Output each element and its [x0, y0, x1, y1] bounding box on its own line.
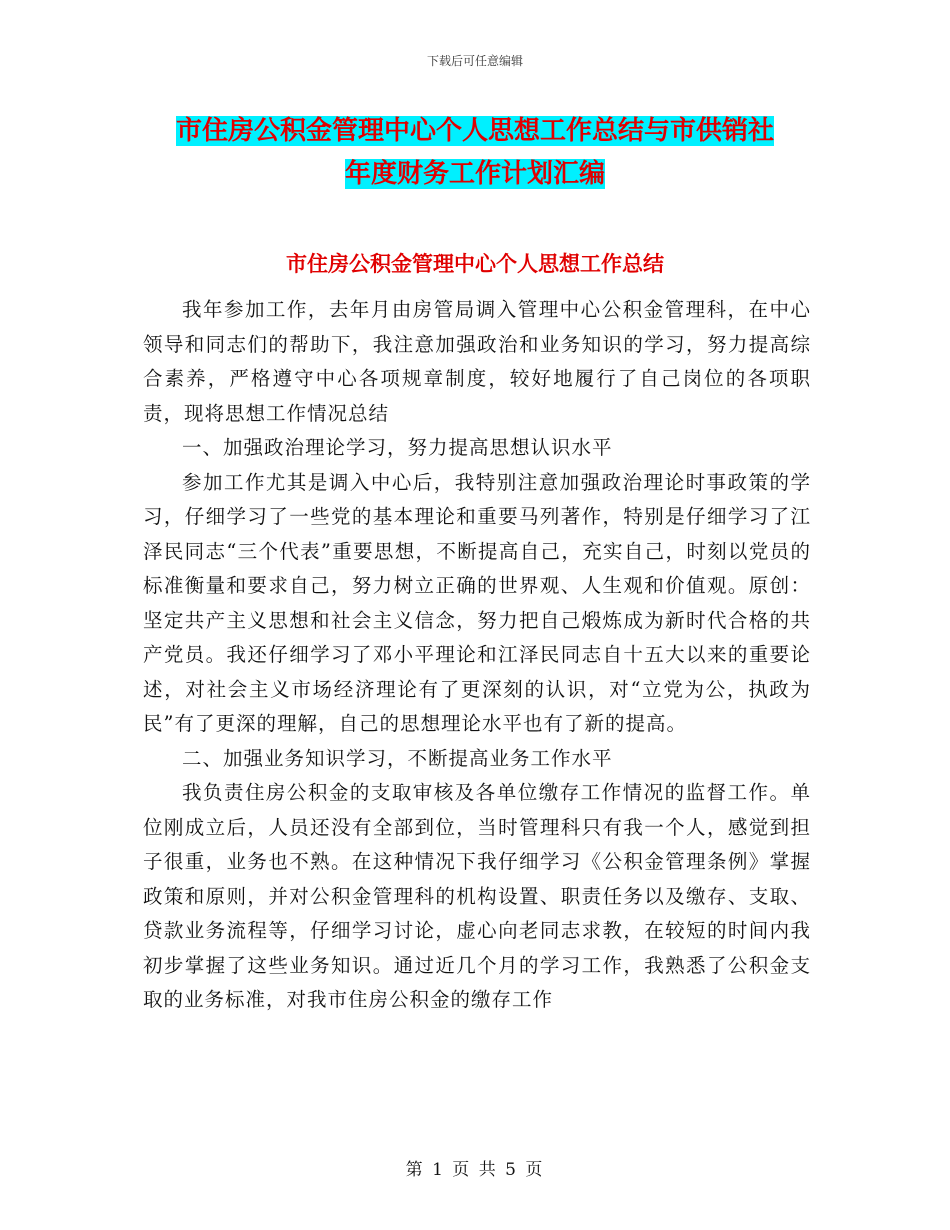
document-body: [143, 293, 811, 1018]
paragraph-business-study: 我负责住房公积金的支取审核及各单位缴存工作情况的监督工作。单位刚成立后，人员还没有全部到位，当时管理科只有我一个人，感觉到担子很重，业务也不熟。在这种情况下我仔细学习《公积金管理条例》掌握政策和原则，并对公积金管理科的机构设置、职责任务以及缴存、支取、贷款业务流程等，仔细学习讨论，虚心向老同志求教，在较短的时间内我初步掌握了这些业务知识。通过近几个月的学习工作，我熟悉了公积金支取的业务标准，对我市住房公积金的缴存工作: [143, 781, 811, 1011]
heading-political-study: 一、加强政治理论学习，努力提高思想认识水平: [182, 436, 613, 459]
document-title-line-1: 市住房公积金管理中心个人思想工作总结与市供销社: [175, 116, 774, 146]
heading-business-study: 二、加强业务知识学习，不断提高业务工作水平: [182, 746, 613, 770]
paragraph-political-study: 参加工作尤其是调入中心后，我特别注意加强政治理论时事政策的学习，仔细学习了一些党的基本理论和重要马列著作，特别是仔细学习了江泽民同志“三个代表”重要思想，不断提高自己，充实自己，时刻以党员的标准衡量和要求自己，努力树立正确的世界观、人生观和价值观。原创： 坚定共产主义思想和社会主义信念，努力把自己煅炼成为新时代合格的共产党员。我还仔细学习了邓小平理论和江泽民同志自十五大以来的重要论述，对社会主义市场经济理论有了更深刻的认识，对“立党为公，执政为民”有了更深的理解，自己的思想理论水平也有了新的提高。: [143, 470, 811, 735]
document-title-line-2: 年度财务工作计划汇编: [344, 159, 605, 189]
section-title: 市住房公积金管理中心个人思想工作总结: [286, 252, 664, 276]
page-header-note: 下载后可任意编辑: [426, 54, 523, 68]
page-number-footer: 第 1 页 共 5 页: [405, 1160, 545, 1180]
document-title: [143, 110, 807, 196]
paragraph-intro: 我年参加工作，去年月由房管局调入管理中心公积金管理科，在中心领导和同志们的帮助下，我注意加强政治和业务知识的学习，努力提高综合素养，严格遵守中心各项规章制度，较好地履行了自己岗位的各项职责，现将思想工作情况总结: [143, 298, 811, 425]
